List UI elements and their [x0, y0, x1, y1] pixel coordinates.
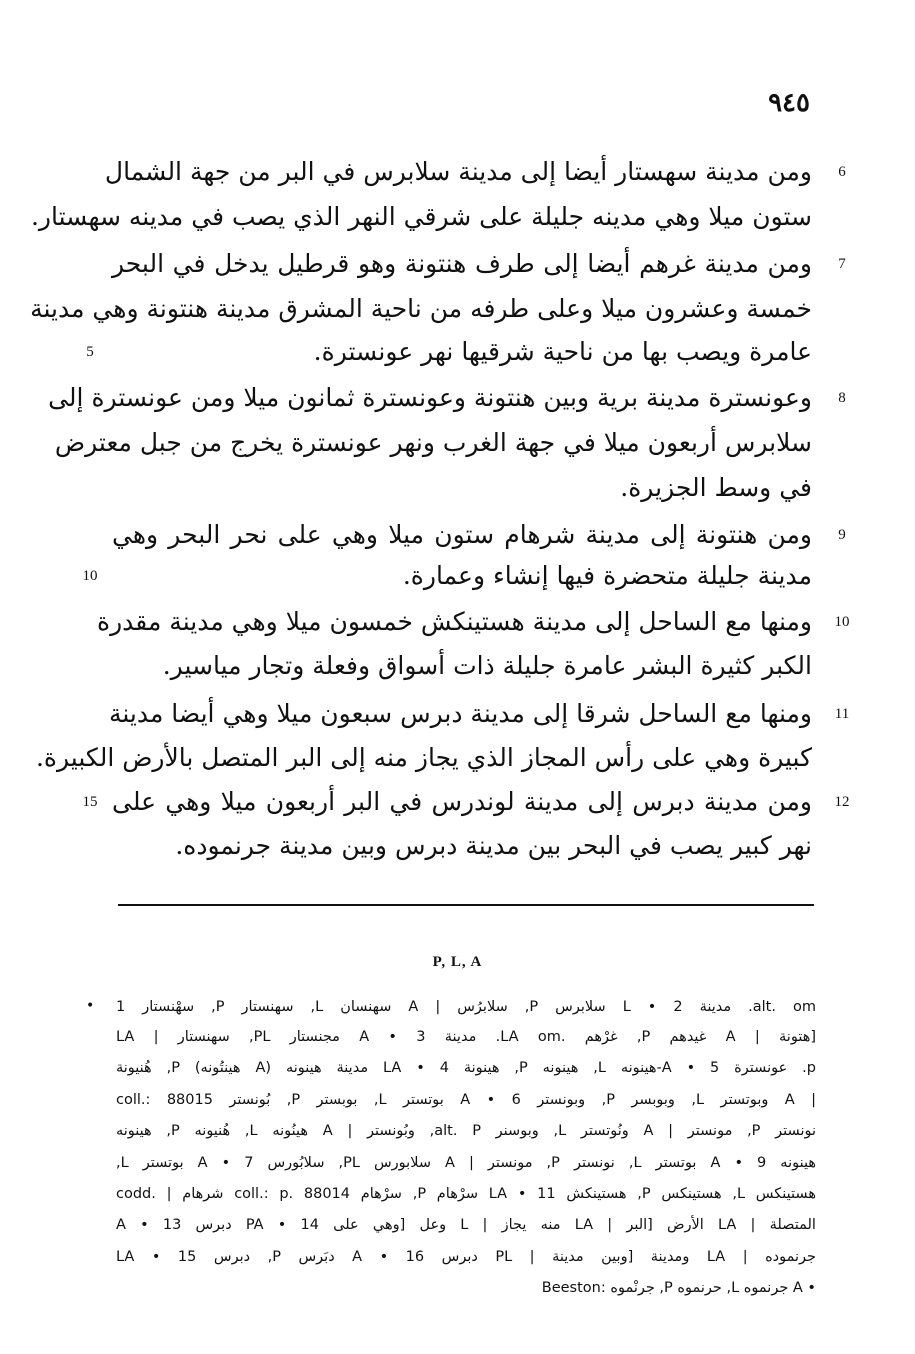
apparatus-line: جرنموده | LA ومدينة [وبين مدينة | PL دبرس 16 • A دبَرس P, دبرس 15 • LA: [116, 1249, 817, 1265]
paragraph-number: 9: [838, 527, 846, 543]
apparatus-bullet: •: [86, 998, 95, 1014]
margin-line-number: 10: [82, 568, 98, 584]
text-line: ستون ميلا وهي مدينه جليلة على شرقي النهر الذي يصب في مدينه سهستار.: [30, 202, 812, 231]
text-line: سلابرس أربعون ميلا في جهة الغرب ونهر عونسترة يخرج من جبل معترض: [54, 428, 812, 457]
apparatus-line: نونستر P, مونستر | A ونُوتستر L, وبوسنر alt. P, وبُونستر | A هينُونه L, هُنيونه P, هينونه: [116, 1123, 817, 1139]
apparatus-line: المتصلة | LA الأرض [البر | LA منه يجاز | L وعل [وهي على 14 • PA دبرس 13 • A: [116, 1217, 816, 1233]
text-line: وعونسترة مدينة برية وبين هنتونة وعونسترة ثمانون ميلا ومن عونسترة إلى: [48, 383, 812, 412]
paragraph-number: 11: [834, 706, 850, 722]
margin-line-number: 15: [82, 794, 98, 810]
text-line: خمسة وعشرون ميلا وعلى طرفه من ناحية المشرق مدينة هنتونة وهي مدينة: [30, 294, 812, 323]
apparatus-line: هستينكس L, هستينكس P, هستينكش 11 • LA سرْهام P, سرْهام coll.: p. 88014 شرهام | .codd: [116, 1186, 817, 1202]
apparatus-line: • A جرنموه L, حرنموه P, جرنْموه :Beeston: [541, 1280, 816, 1296]
text-line: الكبر كثيرة البشر عامرة جليلة ذات أسواق وفعلة وتجار مياسير.: [162, 651, 812, 680]
text-line: في وسط الجزيرة.: [620, 473, 812, 502]
apparatus-line: هينونه 9 • A بوتستر L, نونستر P, مونستر | A سلابورس PL, سلابُورس 7 • A بوتستر L,: [116, 1155, 817, 1171]
text-line: ومن مدينة سهستار أيضا إلى مدينة سلابرس في البر من جهة الشمال: [104, 157, 812, 186]
text-line: ومن هنتونة إلى مدينة شرهام ستون ميلا وهي على نحر البحر وهي: [112, 520, 812, 549]
text-line: ومنها مع الساحل إلى مدينة هستينكش خمسون ميلا وهي مدينة مقدرة: [97, 607, 812, 636]
paragraph-number: 12: [834, 794, 850, 810]
apparatus-line: alt. om. مدينة 2 • L سلابرس P, سلابرُس | A سهنسان L, سهنستار P, سهْنستار 1: [116, 999, 816, 1015]
manuscripts-label: P, L, A: [432, 954, 483, 970]
text-line: كبيرة وهي على رأس المجاز الذي يجاز منه إلى البر المتصل بالأرض الكبيرة.: [35, 743, 812, 772]
margin-line-number: 5: [86, 344, 94, 360]
text-line: مدينة جليلة متحضرة فيها إنشاء وعمارة.: [402, 561, 812, 590]
paragraph-number: 6: [838, 164, 846, 180]
apparatus-line: p. عونسترة 5 • A-هينونه L, هينونه P, هينونة 4 • LA مدينة هينونه (A هينتُونه) P, هُنيونة: [116, 1060, 816, 1076]
apparatus-line: [هتونة | A غيدهم P, غرْهم .LA om. مدينة 3 • A مجنستار PL, سهنستار | LA: [116, 1029, 817, 1045]
text-line: نهر كبير يصب في البحر بين مدينة دبرس وبين مدينة جرنموده.: [175, 831, 812, 860]
paragraph-number: 8: [838, 390, 846, 406]
text-line: ومن مدينة غرهم أيضا إلى طرف هنتونة وهو قرطيل يدخل في البحر: [112, 249, 812, 278]
paragraph-number: 10: [834, 614, 850, 630]
text-line: ومنها مع الساحل شرقا إلى مدينة دبرس سبعون ميلا وهي أيضا مدينة: [108, 699, 812, 728]
page-number: ٩٤٥: [768, 88, 810, 118]
apparatus-line: | A وبوتستر L, وبوبسر P, وبونستر 6 • A بوتستر L, بوبستر P, بُونستر coll.: 88015: [116, 1092, 817, 1108]
text-line: ومن مدينة دبرس إلى مدينة لوندرس في البر أربعون ميلا وهي على: [112, 787, 812, 816]
paragraph-number: 7: [838, 256, 846, 272]
text-line: عامرة ويصب بها من ناحية شرقيها نهر عونسترة.: [313, 337, 812, 366]
footnote-divider: [118, 904, 814, 906]
